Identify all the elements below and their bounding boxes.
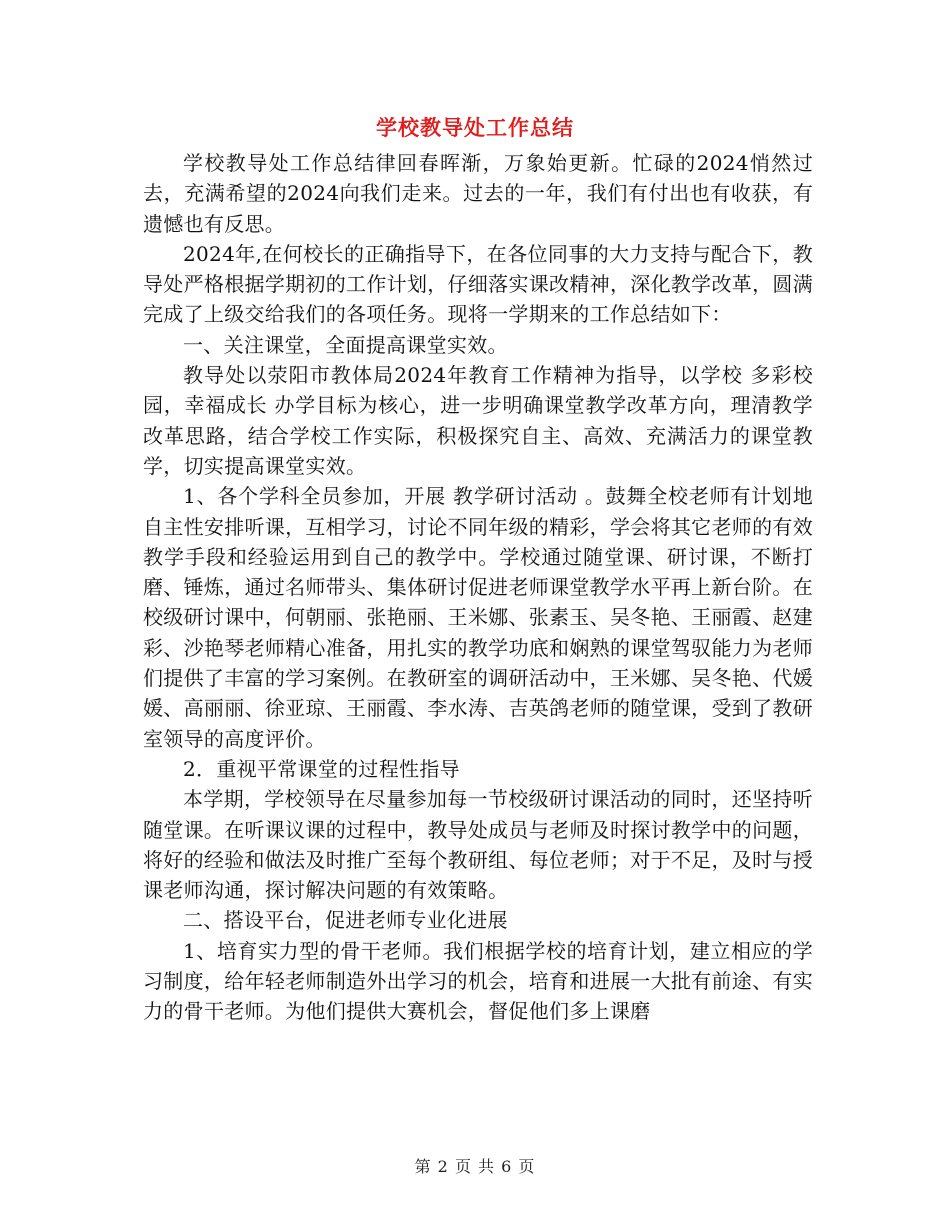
paragraph-item-2: 本学期，学校领导在尽量参加每一节校级研讨课活动的同时，还坚持听随堂课。在听课议课的过程中，教导处成员与老师及时探讨教学中的问题，将好的经验和做法及时推广至每个教研组、每位老师；对于不足，及时与授课老师沟通，探讨解决问题的有效策略。 <box>143 787 813 903</box>
subheading-item-2: 2．重视平常课堂的过程性指导 <box>183 756 460 781</box>
section-heading-2: 二、搭设平台，促进老师专业化进展 <box>183 908 508 933</box>
section-heading-1: 一、关注课堂，全面提高课堂实效。 <box>183 332 508 357</box>
document-body <box>143 148 813 1027</box>
paragraph-item-1: 1、各个学科全员参加，开展 教学研讨活动 。鼓舞全校老师有计划地自主性安排听课，互相学习，讨论不同年级的精彩，学会将其它老师的有效教学手段和经验运用到自己的教学中。学校通过随堂课、研讨课，不断打磨、锤炼，通过名师带头、集体研讨促进老师课堂教学水平再上新台阶。在校级研讨课中，何朝丽、张艳丽、王米娜、张素玉、吴冬艳、王丽霞、赵建彩、沙艳琴老师精心准备，用扎实的教学功底和娴熟的课堂驾驭能力为老师们提供了丰富的学习案例。在教研室的调研活动中，王米娜、吴冬艳、代媛媛、高丽丽、徐亚琼、王丽霞、李水涛、吉英鸽老师的随堂课，受到了教研室领导的高度评价。 <box>143 484 813 751</box>
page-number: 第 2 页 共 6 页 <box>414 1157 536 1176</box>
paragraph-section-2-item-1: 1、培育实力型的骨干老师。我们根据学校的培育计划，建立相应的学习制度，给年轻老师制造外出学习的机会，培育和进展一大批有前途、有实力的骨干老师。为他们提供大赛机会，督促他们多上课磨 <box>143 938 813 1024</box>
paragraph-overview: 2024年,在何校长的正确指导下，在各位同事的大力支持与配合下，教导处严格根据学期初的工作计划，仔细落实课改精神，深化教学改革，圆满完成了上级交给我们的各项任务。现将一学期来的工作总结如下： <box>143 241 813 327</box>
paragraph-intro: 学校教导处工作总结律回春晖渐，万象始更新。忙碌的2024悄然过去，充满希望的2024向我们走来。过去的一年，我们有付出也有收获，有遗憾也有反思。 <box>143 151 813 236</box>
document-title: 学校教导处工作总结 <box>376 115 574 140</box>
paragraph-section-1: 教导处以荥阳市教体局2024年教育工作精神为指导，以学校 多彩校园，幸福成长 办学目标为核心，进一步明确课堂教学改革方向，理清教学改革思路，结合学校工作实际，积极探究自主、高效、充满活力的课堂教学，切实提高课堂实效。 <box>143 363 813 478</box>
